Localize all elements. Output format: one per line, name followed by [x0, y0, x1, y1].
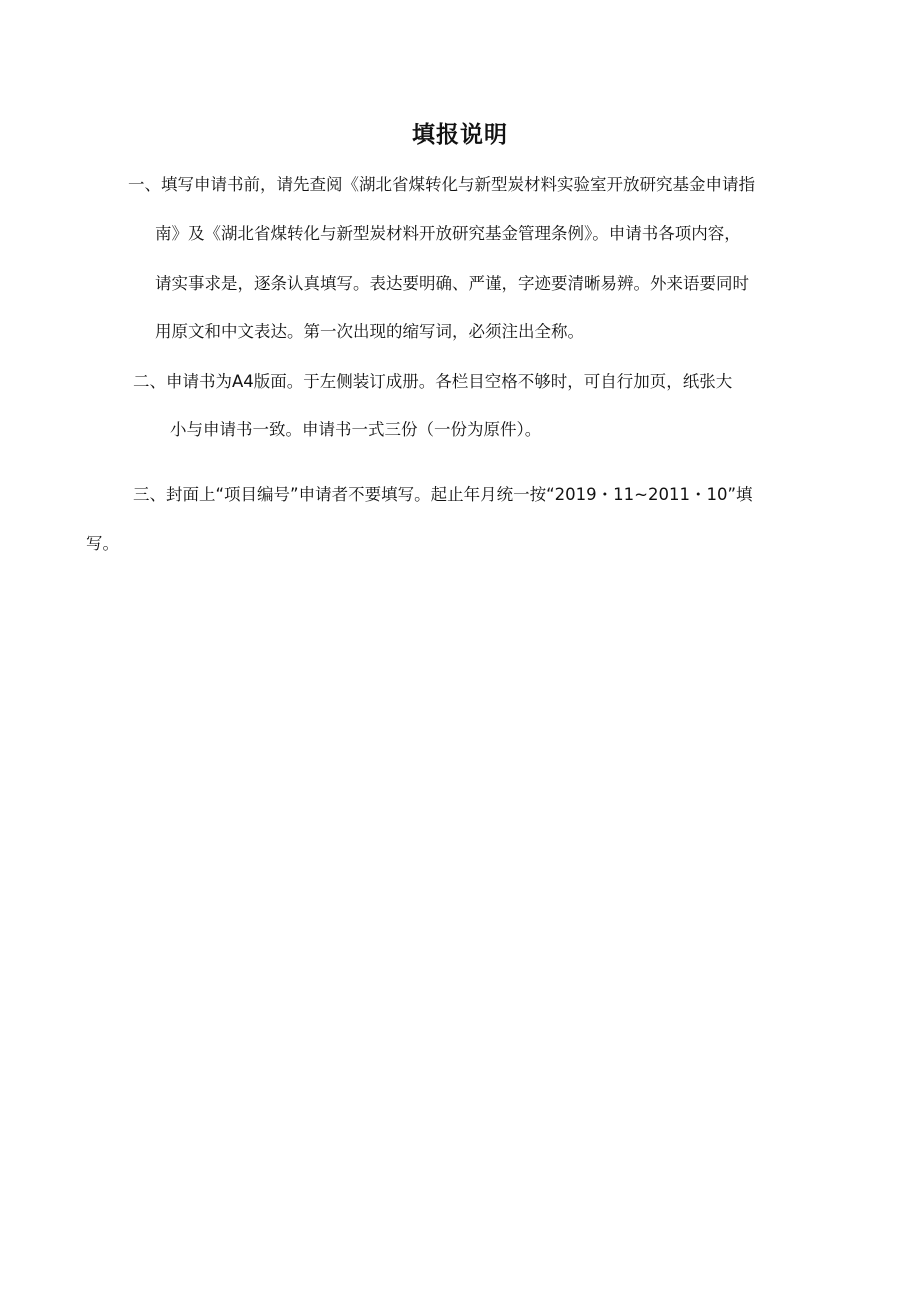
instruction-1-line-4: 用原文和中文表达。第一次出现的缩写词，必须注出全称。 — [155, 322, 584, 341]
page-title: 填报说明 — [412, 122, 508, 148]
instruction-1-line-2: 南》及《湖北省煤转化与新型炭材料开放研究基金管理条例》。申请书各项内容， — [155, 224, 741, 243]
instruction-1-line-3: 请实事求是，逐条认真填写。表达要明确、严谨，字迹要清晰易辨。外来语要同时 — [155, 274, 749, 293]
instruction-1-line-1: 一、填写申请书前，请先查阅《湖北省煤转化与新型炭材料实验室开放研究基金申请指 — [128, 175, 755, 194]
instruction-2-line-2: 小与申请书一致。申请书一式三份（一份为原件）。 — [170, 420, 542, 439]
instruction-3-line-1: 三、封面上“项目编号”申请者不要填写。起止年月统一按“2019・11~2011・10”填 — [133, 485, 753, 504]
instruction-3-line-2: 写。 — [86, 534, 119, 553]
instruction-2-line-1: 二、申请书为A4版面。于左侧装订成册。各栏目空格不够时，可自行加页，纸张大 — [133, 372, 733, 391]
